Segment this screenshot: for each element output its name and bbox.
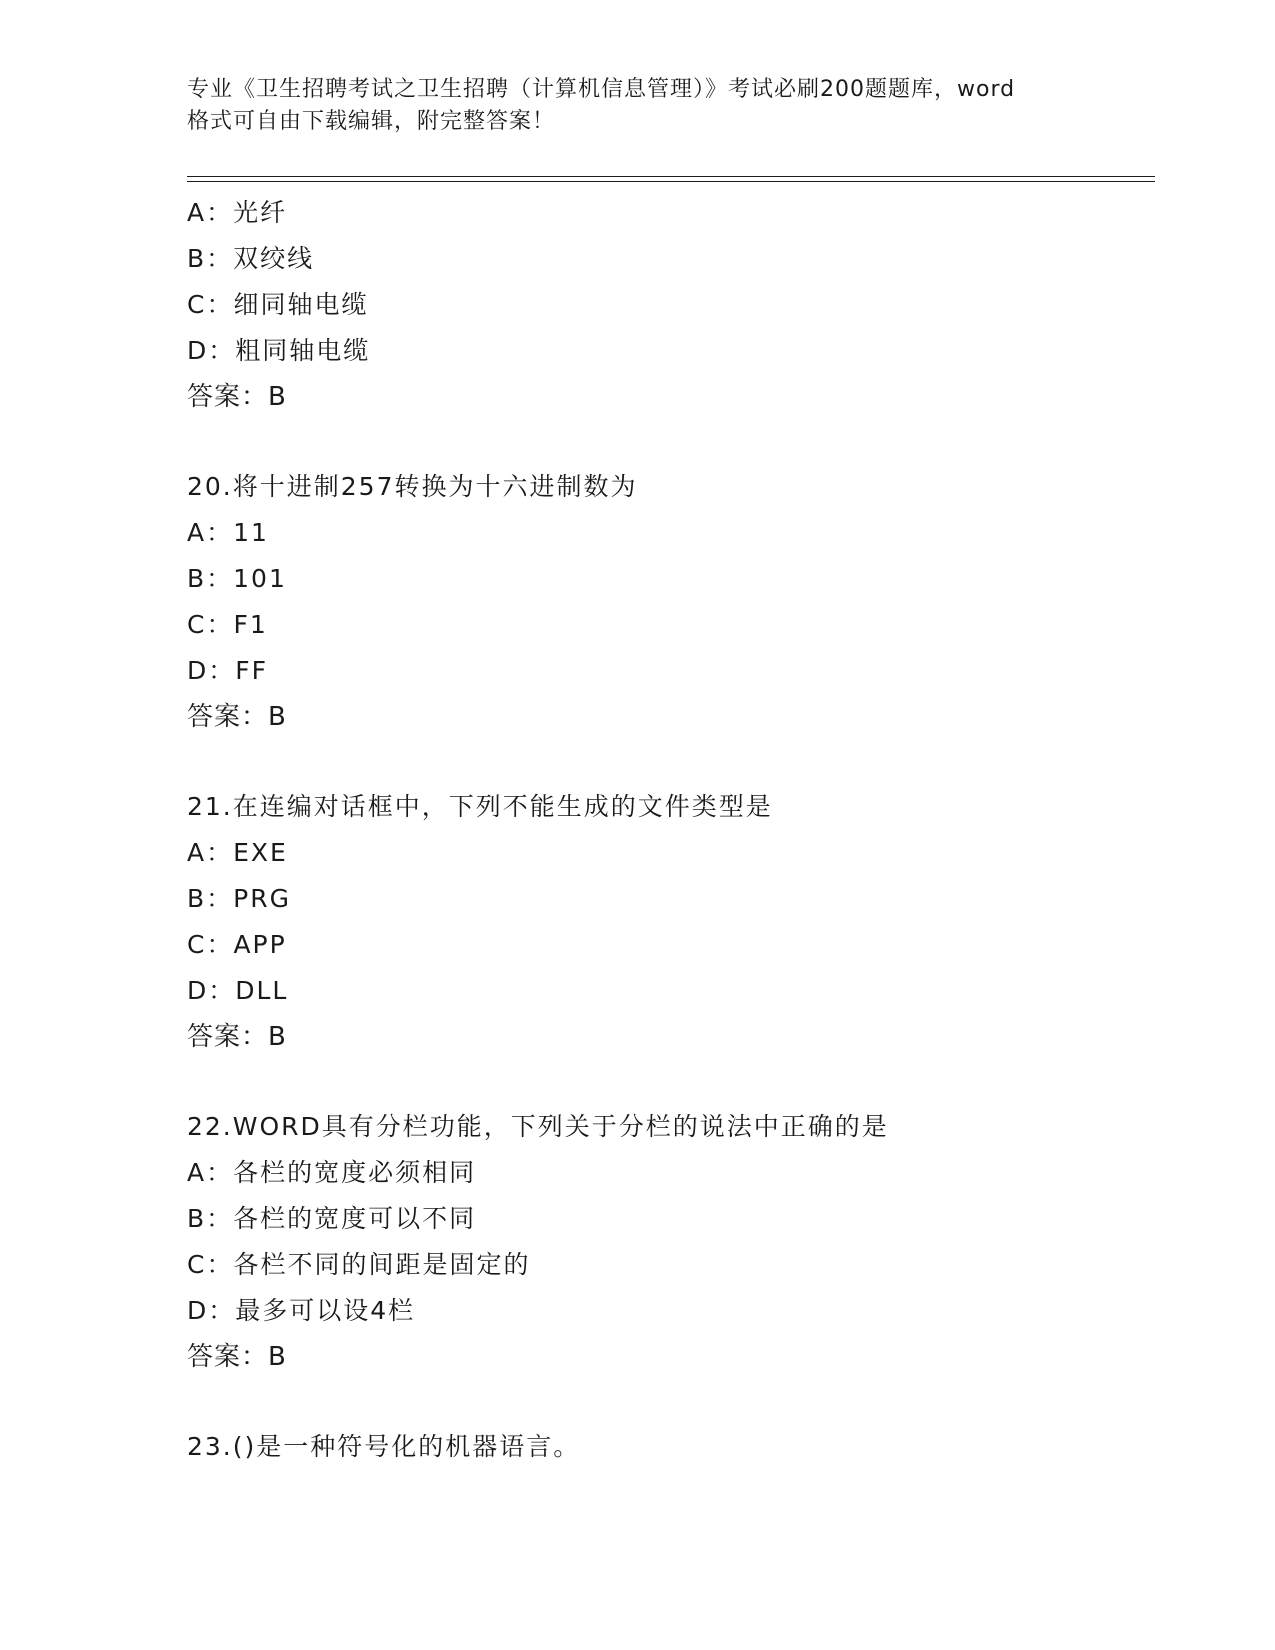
question-22 <box>187 1104 1147 1380</box>
option-b: B：101 <box>187 564 287 593</box>
header-line-1: 专业《卫生招聘考试之卫生招聘（计算机信息管理）》考试必刷200题题库，word <box>187 77 1016 102</box>
question-stem: 20.将十进制257转换为十六进制数为 <box>187 472 638 501</box>
option-d: D：FF <box>187 656 269 685</box>
option-a: A：光纤 <box>187 198 288 227</box>
answer-line: 答案：B <box>187 1342 287 1372</box>
answer-line: 答案：B <box>187 1022 287 1052</box>
option-a: A：11 <box>187 518 269 547</box>
spacer <box>187 420 1147 464</box>
spacer <box>187 1380 1147 1424</box>
document-header <box>187 74 1087 138</box>
option-d: D：最多可以设4栏 <box>187 1296 416 1325</box>
option-c: C：APP <box>187 930 287 959</box>
option-a: A：EXE <box>187 838 288 867</box>
question-list <box>187 190 1147 1470</box>
option-b: B：各栏的宽度可以不同 <box>187 1204 477 1233</box>
question-stem: 21.在连编对话框中，下列不能生成的文件类型是 <box>187 792 773 821</box>
question-19-continued <box>187 190 1147 420</box>
question-21 <box>187 784 1147 1060</box>
question-23 <box>187 1424 1147 1470</box>
header-rule-bottom <box>187 181 1155 182</box>
header-rule-top <box>187 176 1155 177</box>
question-20 <box>187 464 1147 740</box>
option-d: D：DLL <box>187 976 289 1005</box>
option-c: C：细同轴电缆 <box>187 290 369 319</box>
option-b: B：PRG <box>187 884 291 913</box>
answer-line: 答案：B <box>187 702 287 732</box>
question-stem: 23.()是一种符号化的机器语言。 <box>187 1432 581 1461</box>
option-a: A：各栏的宽度必须相同 <box>187 1158 477 1187</box>
option-c: C：各栏不同的间距是固定的 <box>187 1250 531 1279</box>
header-line-2: 格式可自由下载编辑，附完整答案！ <box>187 109 556 134</box>
option-d: D：粗同轴电缆 <box>187 336 371 365</box>
option-b: B：双绞线 <box>187 244 315 273</box>
option-c: C：F1 <box>187 610 268 639</box>
spacer <box>187 1060 1147 1104</box>
spacer <box>187 740 1147 784</box>
question-stem: 22.WORD具有分栏功能，下列关于分栏的说法中正确的是 <box>187 1112 889 1141</box>
answer-line: 答案：B <box>187 382 287 412</box>
